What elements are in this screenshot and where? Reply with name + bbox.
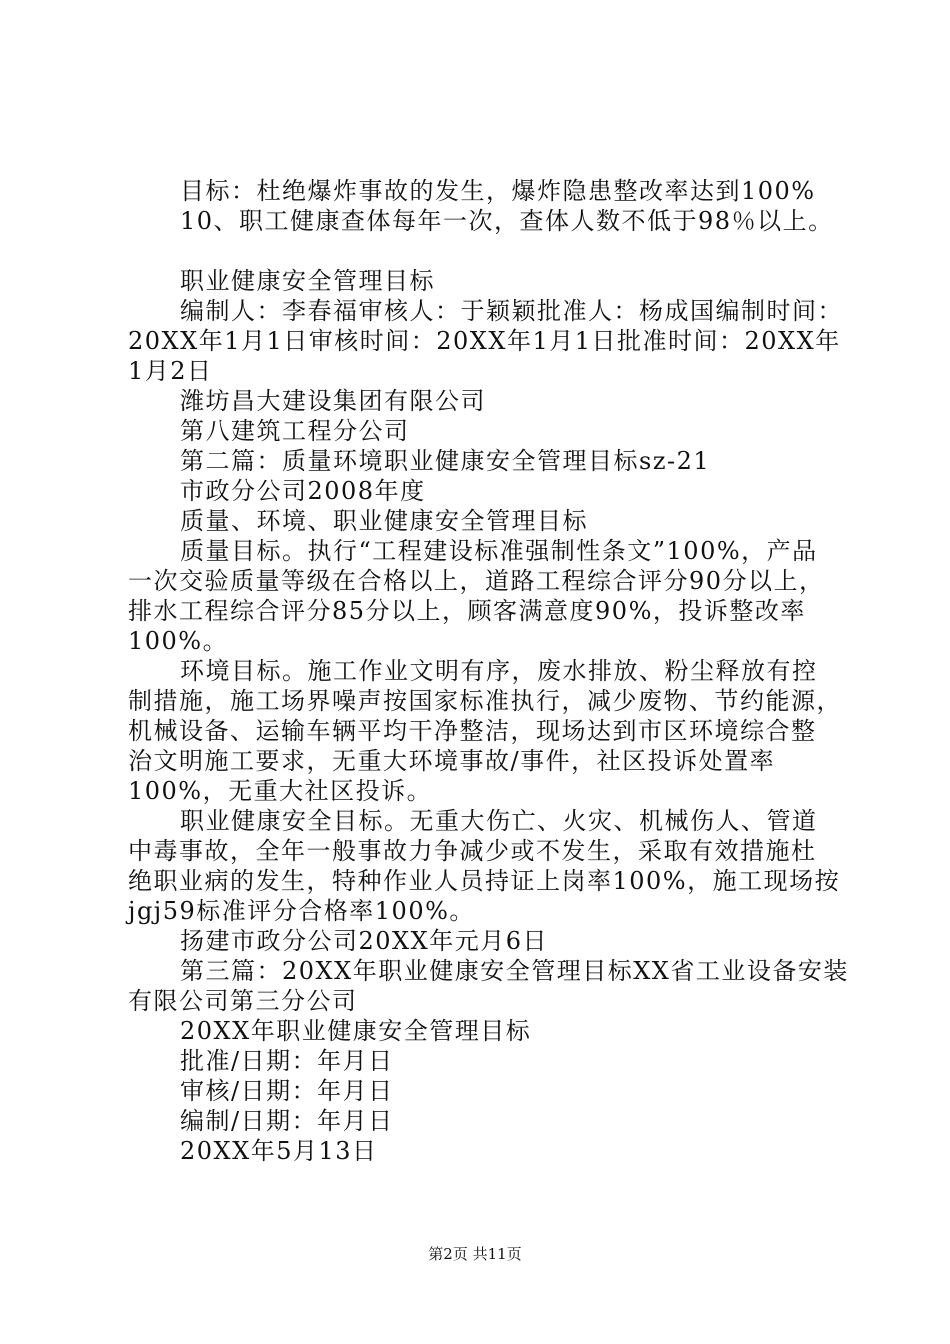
text-line: 第三篇：20XX年职业健康安全管理目标XX省工业设备安装 — [180, 957, 849, 985]
text-line: 制措施，施工场界噪声按国家标准执行，减少废物、节约能源， — [128, 687, 842, 715]
text-line: 一次交验质量等级在合格以上，道路工程综合评分90分以上， — [128, 567, 825, 595]
text-line: 20XX年1月1日审核时间：20XX年1月1日批准时间：20XX年 — [128, 327, 841, 355]
document-body — [128, 176, 849, 1166]
text-line: 质量目标。执行“工程建设标准强制性条文”100%，产品 — [180, 537, 818, 565]
text-line: 绝职业病的发生，特种作业人员持证上岗率100%，施工现场按 — [128, 867, 841, 895]
text-line: 20XX年职业健康安全管理目标 — [180, 1017, 532, 1045]
text-line: 治文明施工要求，无重大环境事故/事件，社区投诉处置率 — [128, 747, 776, 775]
page-footer — [0, 1244, 950, 1264]
text-line: 质量、环境、职业健康安全管理目标 — [180, 507, 588, 535]
text-line: 中毒事故，全年一般事故力争减少或不发生，采取有效措施杜 — [128, 837, 817, 865]
text-line: 第二篇：质量环境职业健康安全管理目标sz-21 — [180, 447, 711, 475]
text-line: 100%。 — [128, 627, 229, 655]
text-line: jgj59标准评分合格率100%。 — [128, 897, 475, 925]
text-line: 第八建筑工程分公司 — [180, 417, 410, 445]
text-line: 有限公司第三分公司 — [128, 987, 358, 1015]
text-line: 20XX年5月13日 — [180, 1137, 378, 1165]
text-line: 批准/日期：年月日 — [180, 1047, 394, 1075]
text-line: 1月2日 — [128, 357, 213, 385]
text-line: 编制人：李春福审核人：于颖颖批准人：杨成国编制时间： — [180, 297, 843, 325]
text-line: 职业健康安全管理目标 — [180, 267, 435, 295]
text-line: 环境目标。施工作业文明有序，废水排放、粉尘释放有控 — [180, 657, 818, 685]
page-number-label: 第2页 共11页 — [428, 1245, 522, 1263]
text-line: 扬建市政分公司20XX年元月6日 — [180, 927, 548, 955]
text-line: 职业健康安全目标。无重大伤亡、火灾、机械伤人、管道 — [180, 807, 818, 835]
text-line: 机械设备、运输车辆平均干净整洁，现场达到市区环境综合整 — [128, 717, 817, 745]
text-line: 100%，无重大社区投诉。 — [128, 777, 433, 805]
text-line: 排水工程综合评分85分以上，顾客满意度90%，投诉整改率 — [128, 597, 806, 625]
text-line: 编制/日期：年月日 — [180, 1107, 394, 1135]
text-line: 目标：杜绝爆炸事故的发生，爆炸隐患整改率达到100% — [180, 177, 816, 205]
blank-line — [128, 236, 838, 266]
text-line: 审核/日期：年月日 — [180, 1077, 394, 1105]
text-line: 10、职工健康查体每年一次，查体人数不低于98％以上。 — [180, 207, 834, 235]
text-line: 市政分公司2008年度 — [180, 477, 426, 505]
text-line: 潍坊昌大建设集团有限公司 — [180, 387, 486, 415]
